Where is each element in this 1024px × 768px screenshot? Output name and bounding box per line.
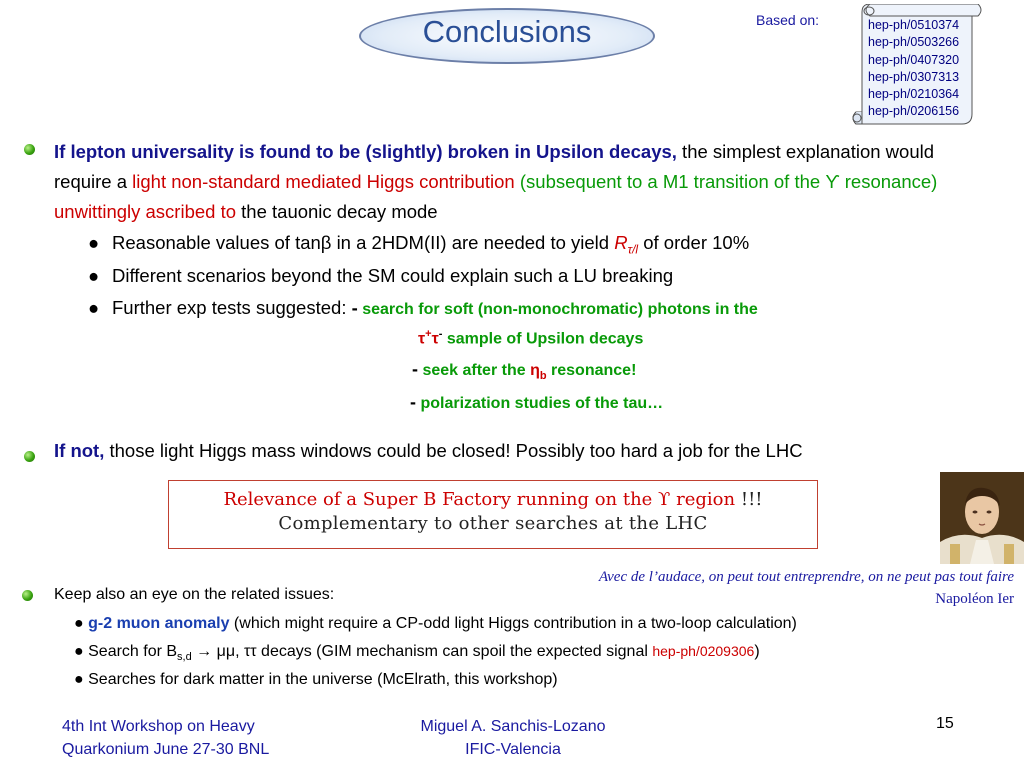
- dot-bullet: ●: [88, 297, 100, 318]
- reference-list: [868, 17, 959, 121]
- exp-test-tautau: τ+τ- sample of Upsilon decays: [418, 328, 644, 348]
- bullet-icon: [24, 451, 35, 462]
- relevance-box: Relevance of a Super B Factory running on the ϒ region !!! Complementary to other searches at the LHC: [168, 480, 818, 549]
- based-on-label: Based on:: [756, 12, 820, 28]
- bullet-icon: [24, 144, 35, 155]
- footer-author: Miguel A. Sanchis-Lozano IFIC-Valencia: [420, 718, 606, 758]
- paragraph-lepton-universality: If lepton universality is found to be (slightly) broken in Upsilon decays, the simplest explanation would require a light non-standard mediated Higgs contribution (subsequent to a M1 transition of the ϒ resonance) unwittingly ascribed to the tauonic decay mode: [54, 141, 938, 222]
- page-number: 15: [936, 715, 954, 732]
- bullet-icon: [22, 590, 33, 601]
- sub-item-exp-tests: ● Further exp tests suggested: - search for soft (non-monochromatic) photons in the: [88, 297, 758, 318]
- exp-test-etab: - seek after the $\eta_b$ resonance!: [412, 359, 637, 383]
- sub-item-scenarios: ● Different scenarios beyond the SM could explain such a LU breaking: [88, 265, 674, 286]
- footer-workshop: 4th Int Workshop on Heavy Quarkonium June 27-30 BNL: [62, 718, 270, 758]
- issue-dark-matter: ● Searches for dark matter in the universe (McElrath, this workshop): [74, 671, 558, 688]
- slide-title: Conclusions: [422, 14, 592, 49]
- issue-g2-muon: ● g-2 muon anomaly (which might require a CP-odd light Higgs contribution in a two-loop calculation): [74, 615, 797, 632]
- issue-bsd-decays: ● Search for $B_{s,d} \to \mu\mu$, ττ decays (GIM mechanism can spoil the expected signal hep-ph/0209306): [74, 643, 760, 664]
- reference-item[interactable]: hep-ph/0206156: [868, 104, 960, 119]
- napoleon-portrait-image: [940, 472, 1024, 564]
- reference-item[interactable]: hep-ph/0210364: [868, 87, 960, 102]
- sub-item-tanbeta: ● Reasonable values of tanβ in a 2HDM(II) are needed to yield $R_{\tau/l}$ of order 10%: [88, 232, 750, 257]
- quote-text: Avec de l’audace, on peut tout entreprendre, on ne peut pas tout faire: [598, 569, 1014, 585]
- exp-test-polarization: - polarization studies of the tau…: [410, 392, 664, 412]
- reference-item[interactable]: hep-ph/0503266: [868, 35, 960, 50]
- paragraph-if-not: If not, those light Higgs mass windows could be closed! Possibly too hard a job for the LHC: [54, 440, 803, 461]
- keep-in-mind-heading: Keep also an eye on the related issues:: [54, 586, 335, 603]
- reference-item[interactable]: hep-ph/0407320: [868, 52, 960, 67]
- reference-item[interactable]: hep-ph/0510374: [868, 18, 960, 32]
- upsilon-symbol: ϒ: [825, 171, 840, 192]
- quote-author: Napoléon Ier: [935, 591, 1014, 607]
- reference-link[interactable]: hep-ph/0209306: [652, 643, 755, 659]
- reference-item[interactable]: hep-ph/0307313: [868, 69, 960, 84]
- dot-bullet: ●: [88, 232, 100, 253]
- dot-bullet: ●: [88, 265, 100, 286]
